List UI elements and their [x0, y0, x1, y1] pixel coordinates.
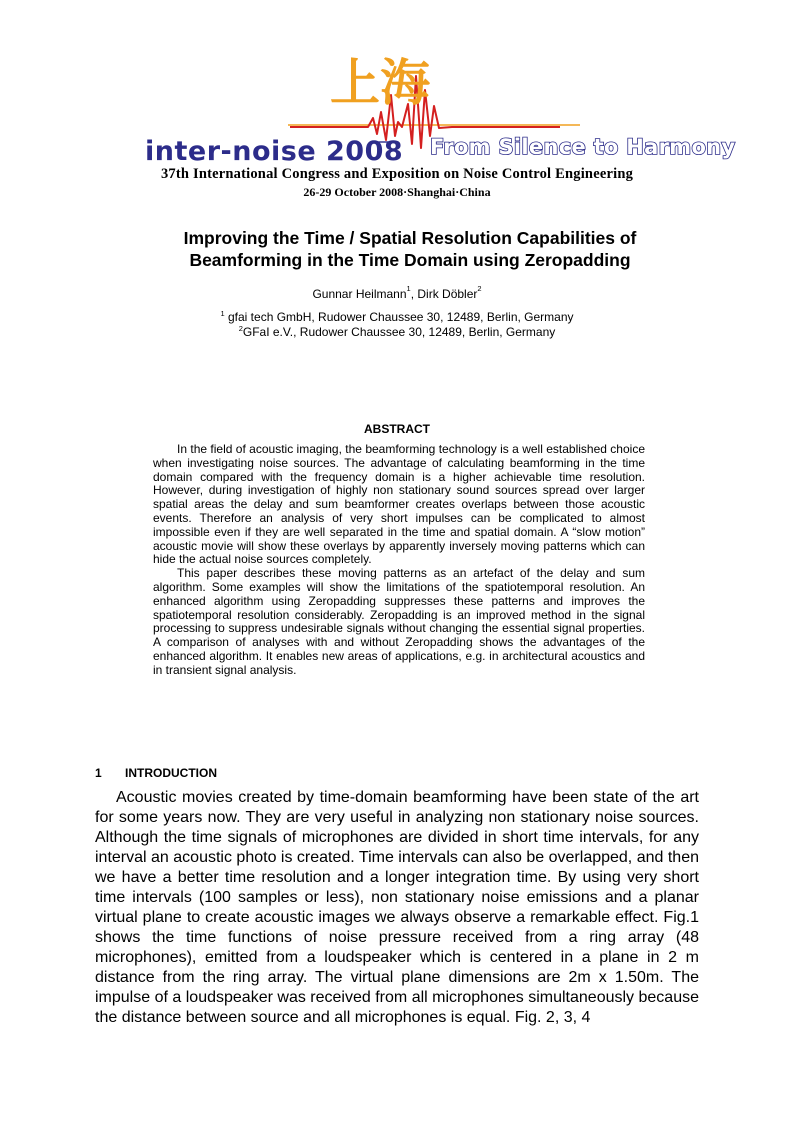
- author-affil-mark: 2: [477, 284, 482, 293]
- author-list: [0, 284, 794, 301]
- congress-name: 37th International Congress and Exposition on Noise Control Engineering: [160, 166, 634, 182]
- affiliation-text: GFaI e.V., Rudower Chaussee 30, 12489, Berlin, Germany: [242, 325, 556, 339]
- abstract-paragraph: In the field of acoustic imaging, the beamforming technology is a well established choice when investigating noise sources. The advantage of calculating beamforming in the time domain compared with the frequency domain is a higher achievable time resolution. However, during investigation of highly non stationary sound sources spread over larger spatial areas the delay and sum beamformer creates overlaps between those acoustic events. Therefore an analysis of very short impulses can be complicated to almost impossible even if they are well separated in the time and spatial domain. A “slow motion” acoustic movie will show these overlays by apparently inversely moving patterns which can hide the actual noise sources completely.: [153, 442, 645, 567]
- author-name: Gunnar Heilmann: [312, 287, 407, 301]
- abstract-body: [153, 443, 645, 678]
- congress-date-location: 26-29 October 2008·Shanghai·China: [303, 185, 491, 199]
- affiliation-text: gfai tech GmbH, Rudower Chaussee 30, 12489, Berlin, Germany: [228, 310, 574, 324]
- affiliation-2: [0, 325, 794, 339]
- conference-logo: [140, 40, 736, 168]
- author-name: Dirk Döbler: [417, 287, 478, 301]
- body-paragraph: Acoustic movies created by time-domain beamforming have been state of the art for some years now. They are very useful in analyzing non stationary noise sources. Although the time signals of microphones are divided in short time intervals, for any interval an acoustic photo is created. Time intervals can also be overlapped, and then we have a better time resolution and a longer integration time. By using very short time intervals (100 samples or less), non stationary noise emissions and a planar virtual plane to create acoustic images we always observe a remarkable effect. Fig.1 shows the time functions of noise pressure received from a ring array (48 microphones), emitted from a loudspeaker which is centered in a plane in 2 m distance from the ring array. The virtual plane dimensions are 2m x 1.50m. The impulse of a loudspeaker was received from all microphones simultaneously because the distance between source and all microphones is equal. Fig. 2, 3, 4: [95, 789, 699, 1026]
- author-affil-mark: 1: [406, 284, 411, 293]
- logo-brand-text: inter-noise 2008: [145, 136, 404, 167]
- abstract-heading: ABSTRACT: [364, 422, 430, 436]
- affiliation-mark: 2: [238, 324, 243, 333]
- abstract-paragraph: This paper describes these moving patterns as an artefact of the delay and sum algorithm. Some examples will show the limitations of the spatiotemporal resolution. An enhanced algorithm using Zeropadding suppresses these patterns and improves the spatiotemporal resolution considerably. Zeropadding is an improved method in the signal processing to suppress undesirable signals without changing the essential signal properties. A comparison of analyses with and without Zeropadding shows the advantages of the enhanced algorithm. It enables new areas of applications, e.g. in architectural acoustics and in transient signal analysis.: [153, 566, 645, 677]
- author-separator: ,: [410, 287, 418, 301]
- section-title: INTRODUCTION: [125, 766, 217, 780]
- logo-slogan-text: From Silence to Harmony: [430, 135, 736, 159]
- logo-chinese-text: 上海: [330, 54, 430, 112]
- logo-graphic: [140, 40, 736, 168]
- section-heading: [95, 766, 217, 780]
- paper-title-line-2: Beamforming in the Time Domain using Zeropadding: [189, 250, 631, 270]
- section-number: 1: [95, 766, 102, 780]
- affiliation-mark: 1: [220, 309, 225, 318]
- paper-title-line-1: Improving the Time / Spatial Resolution Capabilities of: [183, 228, 637, 248]
- affiliation-1: [0, 310, 794, 324]
- paper-title: [60, 227, 760, 271]
- section-body: [95, 788, 699, 1028]
